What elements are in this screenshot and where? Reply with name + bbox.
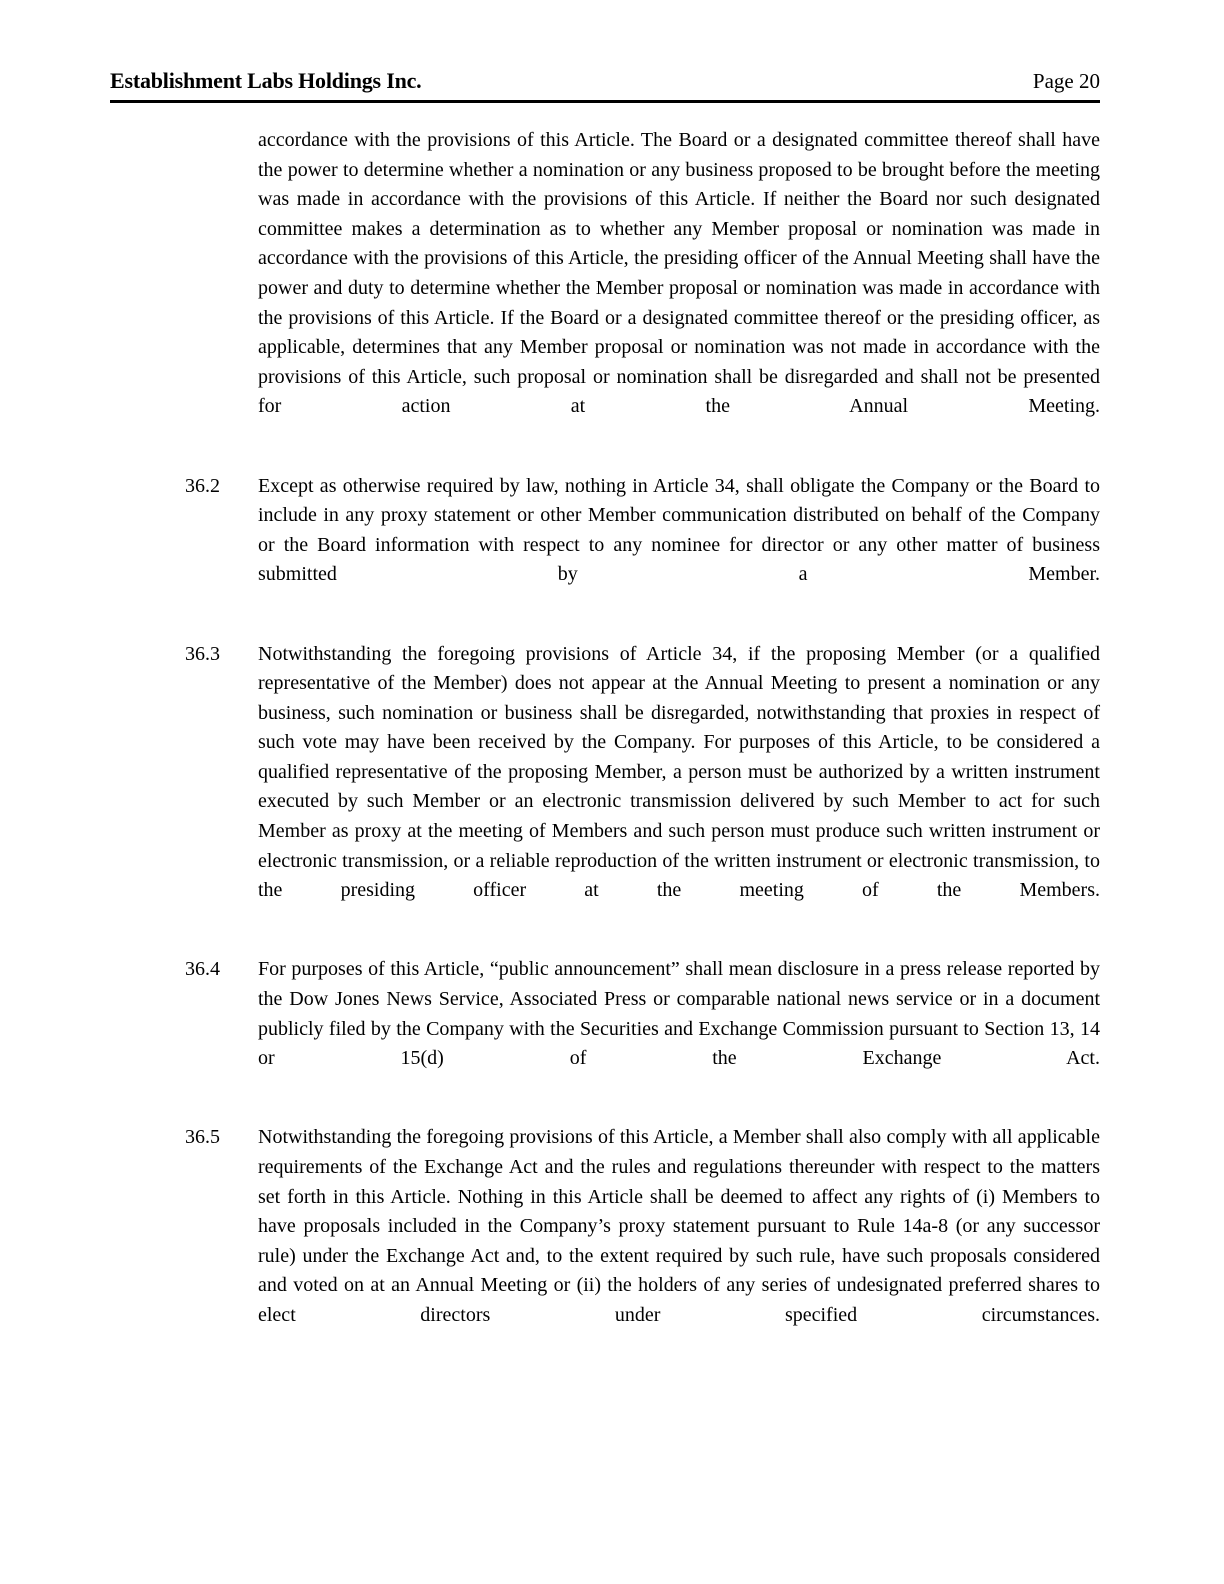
paragraph-text: Notwithstanding the foregoing provisions of this Article, a Member shall also comply with all applicable requirements of the Exchange Act and the rules and regulations thereunder with respect to the matters set forth in this Article. Nothing in this Article shall be deemed to affect any rights of (i) Members to have proposals included in the Company’s proxy statement pursuant to Rule 14a-8 (or any successor rule) under the Exchange Act and, to the extent required by such rule, have such proposals considered and voted on at an Annual Meeting or (ii) the holders of any series of undesignated preferred shares to elect directors under specified circumstances. [258, 1126, 1100, 1326]
header-divider-rule [110, 100, 1100, 103]
paragraph-continuation [0, 126, 1224, 452]
paragraph-number: 36.2 [185, 474, 220, 497]
page-header [110, 68, 1100, 94]
paragraph-number: 36.4 [185, 958, 220, 981]
paragraph-36-3 [0, 640, 1224, 936]
document-body [0, 126, 1224, 1360]
header-page-number: Page 20 [1032, 69, 1100, 93]
paragraph-number: 36.5 [185, 1126, 220, 1149]
paragraph-number: 36.3 [185, 642, 220, 665]
paragraph-text: Notwithstanding the foregoing provisions of Article 34, if the proposing Member (or a qualified representative of the Member) does not appear at the Annual Meeting to present a nomination or any business, such nomination or business shall be disregarded, notwithstanding that proxies in respect of such vote may have been received by the Company. For purposes of this Article, to be considered a qualified representative of the proposing Member, a person must be authorized by a written instrument executed by such Member or an electronic transmission delivered by such Member to act for such Member as proxy at the meeting of Members and such person must produce such written instrument or electronic transmission, or a reliable reproduction of the written instrument or electronic transmission, to the presiding officer at the meeting of the Members. [258, 642, 1100, 902]
paragraph-text: accordance with the provisions of this Article. The Board or a designated committee thereof shall have the power to determine whether a nomination or any business proposed to be brought before the meeting was made in accordance with the provisions of this Article. If neither the Board nor such designated committee makes a determination as to whether any Member proposal or nomination was made in accordance with the provisions of this Article, the presiding officer of the Annual Meeting shall have the power and duty to determine whether the Member proposal or nomination was made in accordance with the provisions of this Article. If the Board or a designated committee thereof or the presiding officer, as applicable, determines that any Member proposal or nomination was not made in accordance with the provisions of this Article, such proposal or nomination shall be disregarded and shall not be presented for action at the Annual Meeting. [258, 129, 1100, 418]
header-company-name: Establishment Labs Holdings Inc. [110, 68, 422, 93]
paragraph-36-5 [0, 1123, 1224, 1360]
paragraph-text: For purposes of this Article, “public announcement” shall mean disclosure in a press release reported by the Dow Jones News Service, Associated Press or comparable national news service or in a document publicly filed by the Company with the Securities and Exchange Commission pursuant to Section 13, 14 or 15(d) of the Exchange Act. [258, 958, 1100, 1070]
paragraph-text: Except as otherwise required by law, nothing in Article 34, shall obligate the Company or the Board to include in any proxy statement or other Member communication distributed on behalf of the Company or the Board information with respect to any nominee for director or any other matter of business submitted by a Member. [258, 474, 1100, 586]
paragraph-36-2 [0, 472, 1224, 620]
paragraph-36-4 [0, 955, 1224, 1103]
